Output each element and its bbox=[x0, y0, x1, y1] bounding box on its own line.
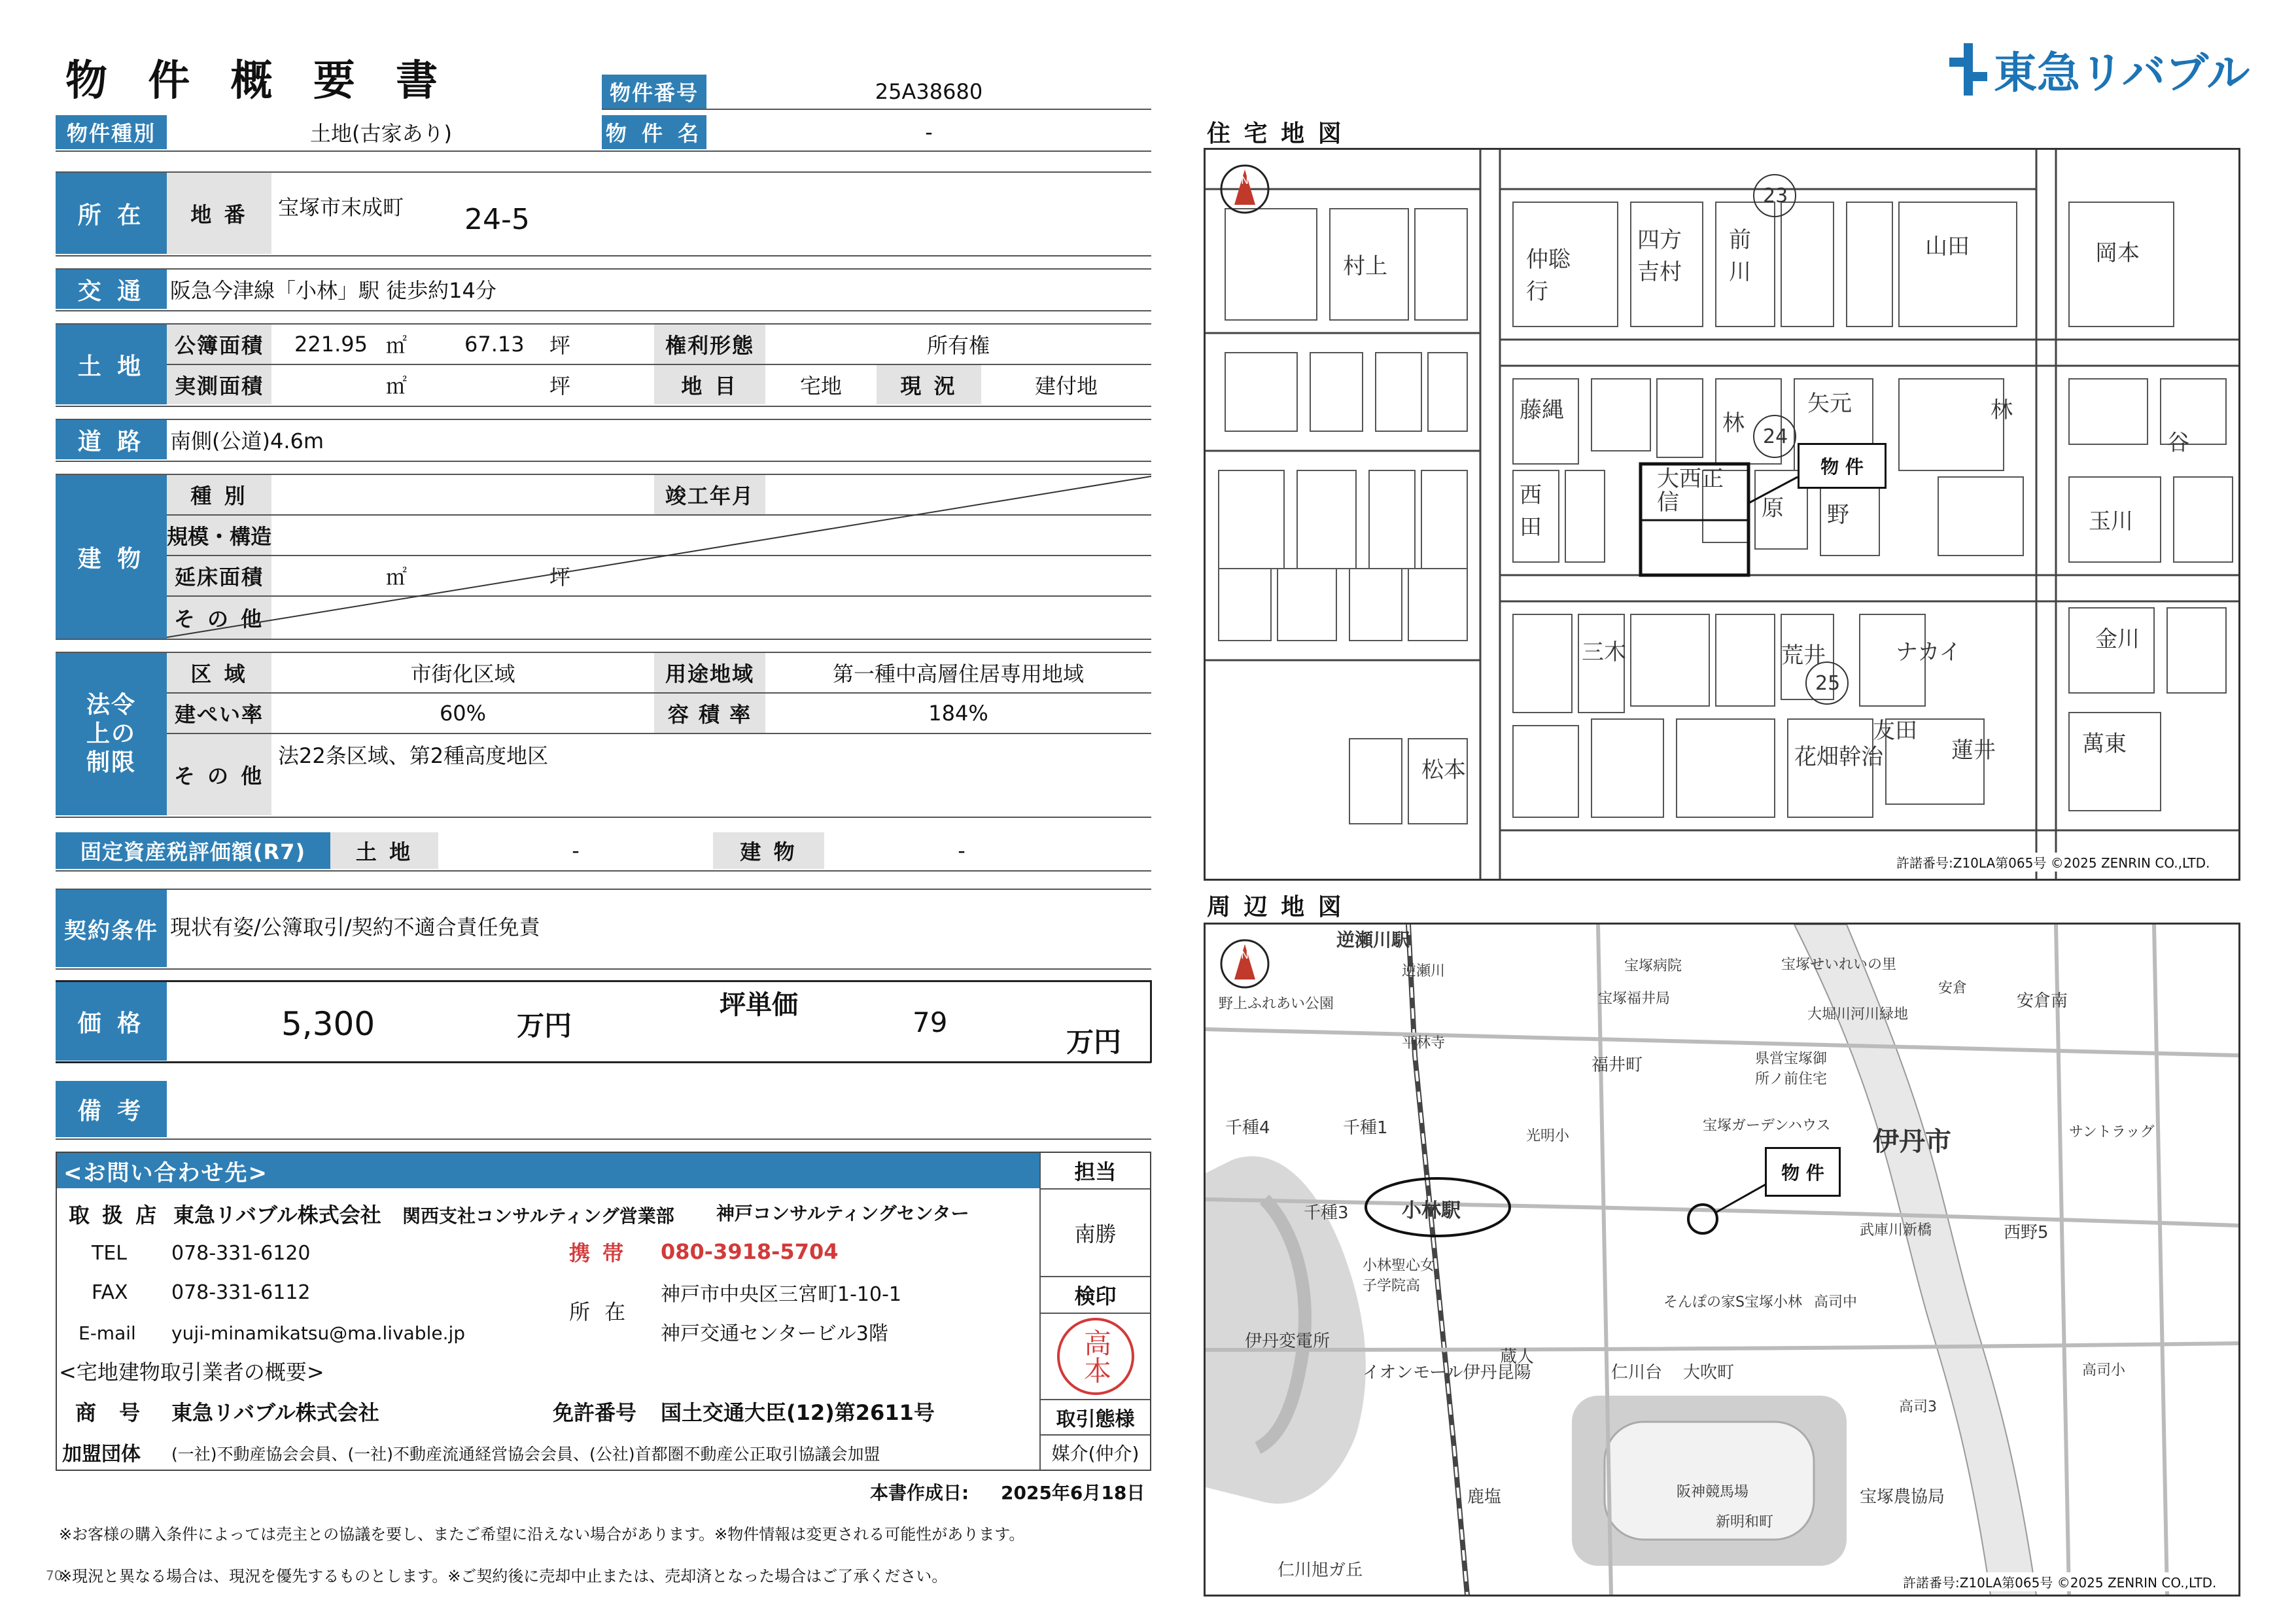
use-district-label: 用途地域 bbox=[654, 653, 765, 692]
tax-building-label: 建 物 bbox=[713, 832, 824, 869]
branch-name: 関西支社コンサルティング営業部 bbox=[402, 1205, 674, 1227]
area-label: サントラッグ bbox=[2069, 1124, 2155, 1140]
address-label: 所 在 bbox=[569, 1299, 630, 1324]
svg-text:N: N bbox=[1241, 174, 1249, 186]
void-diagonal-line bbox=[167, 475, 1151, 639]
area-label: 鹿塩 bbox=[1467, 1487, 1502, 1507]
floor-m2-unit: ㎡ bbox=[386, 565, 408, 590]
email-label: E-mail bbox=[78, 1322, 136, 1344]
area-label: 野上ふれあい公園 bbox=[1219, 996, 1334, 1012]
house-label: 野 bbox=[1827, 502, 1849, 528]
use-district-value: 第一種中高層住居専用地域 bbox=[832, 662, 1084, 686]
registry-area-tsubo: 67.13 bbox=[464, 332, 525, 357]
rights-value: 所有権 bbox=[926, 333, 990, 358]
area-label: 千種1 bbox=[1343, 1118, 1388, 1138]
area-label: 新明和町 bbox=[1716, 1514, 1774, 1530]
tax-land-label: 土 地 bbox=[330, 832, 438, 869]
area-property-marker bbox=[1765, 1147, 1841, 1197]
area-map-credit: 許諾番号:Z10LA第065号 ©2025 ZENRIN CO.,LTD. bbox=[1899, 1572, 2220, 1591]
contract-value: 現状有姿/公簿取引/契約不適合責任免責 bbox=[170, 915, 540, 940]
svg-text:24: 24 bbox=[1763, 425, 1788, 448]
house-label: 原 bbox=[1762, 495, 1784, 521]
scale-label: 規模・構造 bbox=[167, 516, 271, 555]
status-label: 現 況 bbox=[877, 365, 981, 404]
area-label: 高司小 bbox=[2082, 1362, 2126, 1379]
house-label: 三木 bbox=[1582, 639, 1626, 665]
seal-label: 検印 bbox=[1074, 1284, 1117, 1309]
contract-label: 契約条件 bbox=[56, 890, 167, 967]
company-name: 東急リバブル株式会社 bbox=[173, 1203, 381, 1227]
registry-area-m2: 221.95 bbox=[294, 332, 368, 357]
house-label: 矢元 bbox=[1807, 391, 1852, 417]
area-label: 小林駅 bbox=[1402, 1199, 1461, 1222]
date-label: 本書作成日: bbox=[870, 1482, 969, 1504]
svg-text:N: N bbox=[1241, 949, 1249, 961]
address-line1: 神戸市中央区三宮町1-10-1 bbox=[661, 1283, 901, 1306]
area-label: 大吹町 bbox=[1683, 1363, 1735, 1383]
house-label: 林 bbox=[1722, 410, 1745, 436]
tsubo-price-label: 坪単価 bbox=[720, 989, 798, 1020]
building-other-label: そ の 他 bbox=[167, 597, 271, 639]
area-label: 阪神競馬場 bbox=[1677, 1484, 1749, 1500]
building-label: 建 物 bbox=[56, 475, 167, 639]
contact-title: <お問い合わせ先> bbox=[57, 1153, 1039, 1188]
svg-text:23: 23 bbox=[1763, 185, 1788, 207]
address-line2: 神戸交通センタービル3階 bbox=[661, 1322, 888, 1345]
house-label: 谷 bbox=[2167, 430, 2189, 456]
legal-label bbox=[56, 653, 167, 815]
actual-tsubo-unit: 坪 bbox=[549, 374, 571, 398]
house-property-marker bbox=[1798, 443, 1887, 489]
tsubo-price-value: 79 bbox=[913, 1006, 948, 1038]
house-label: 萬東 bbox=[2082, 731, 2127, 757]
registry-area-label: 公簿面積 bbox=[167, 325, 271, 364]
area-label: 仁川台 bbox=[1611, 1363, 1663, 1383]
property-name-value: - bbox=[925, 120, 933, 145]
transport-value: 阪急今津線「小林」駅 徒歩約14分 bbox=[170, 278, 496, 303]
location-label: 所 在 bbox=[56, 173, 167, 254]
house-label: 藤縄 bbox=[1520, 397, 1564, 423]
house-label: 蓮井 bbox=[1951, 737, 1996, 764]
area-label: 安倉 bbox=[1938, 980, 1968, 997]
area-label: 逆瀬川駅 bbox=[1336, 929, 1410, 951]
area-map[interactable] bbox=[1204, 923, 2240, 1597]
tax-label: 固定資産税評価額(R7) bbox=[56, 832, 330, 869]
house-map-credit: 許諾番号:Z10LA第065号 ©2025 ZENRIN CO.,LTD. bbox=[1892, 853, 2214, 872]
deal-type-value: 媒介(仲介) bbox=[1051, 1443, 1139, 1464]
mobile-value: 080-3918-5704 bbox=[661, 1239, 839, 1264]
road-value: 南側(公道)4.6m bbox=[170, 429, 324, 453]
coverage-value: 60% bbox=[439, 701, 487, 726]
building-kind-label: 種 別 bbox=[167, 475, 271, 514]
area-map-labels bbox=[1206, 925, 2239, 1595]
floor-tsubo-unit: 坪 bbox=[549, 565, 571, 590]
license-label: 免許番号 bbox=[553, 1400, 637, 1425]
company-logo bbox=[1949, 38, 2250, 100]
area-label: 武庫川新橋 bbox=[1860, 1222, 1932, 1239]
tel-value: 078-331-6120 bbox=[171, 1241, 311, 1265]
remarks-label: 備 考 bbox=[56, 1081, 167, 1137]
area-label: 宝塚農協局 bbox=[1860, 1487, 1945, 1507]
category-label: 地 目 bbox=[654, 365, 765, 404]
handler-label: 取 扱 店 bbox=[69, 1203, 160, 1227]
approval-seal bbox=[1057, 1318, 1134, 1395]
area-label: そんぽの家S宝塚小林 bbox=[1663, 1294, 1802, 1311]
actual-m2-unit: ㎡ bbox=[386, 374, 408, 398]
area-label: 千種4 bbox=[1225, 1118, 1270, 1138]
house-map[interactable] bbox=[1204, 148, 2240, 881]
house-label: 玉川 bbox=[2089, 508, 2133, 535]
tel-label: TEL bbox=[92, 1241, 127, 1265]
house-label: 西田 bbox=[1520, 482, 1542, 540]
area-label: 安倉南 bbox=[2017, 991, 2068, 1011]
area-label: 伊丹変電所 bbox=[1245, 1332, 1331, 1351]
area-label: 宝塚福井局 bbox=[1598, 991, 1671, 1007]
zone-value: 市街化区域 bbox=[410, 662, 515, 686]
note-1: ※お客様の購入条件によっては売主との協議を要し、またご希望に沿えない場合があります。※物件情報は変更される可能性があります。 bbox=[59, 1525, 1025, 1544]
lot-label: 地 番 bbox=[167, 173, 271, 254]
legal-label-text: 法令上の制限 bbox=[86, 692, 136, 776]
price-value: 5,300 bbox=[281, 1005, 375, 1043]
area-map-title: 周 辺 地 図 bbox=[1207, 893, 1344, 921]
address-value: 宝塚市末成町 bbox=[278, 195, 404, 220]
transport-label: 交 通 bbox=[56, 270, 167, 309]
tax-land-value: - bbox=[572, 838, 580, 863]
area-label: 大堀川河川緑地 bbox=[1807, 1006, 1909, 1023]
property-type-label: 物件種別 bbox=[56, 115, 167, 149]
trade-name-label: 商 号 bbox=[75, 1400, 148, 1425]
agent-heading: <宅地建物取引業者の概要> bbox=[59, 1360, 324, 1385]
house-label: 林 bbox=[1991, 397, 2013, 423]
area-label: 仁川旭ガ丘 bbox=[1278, 1561, 1363, 1580]
category-value: 宅地 bbox=[799, 374, 842, 398]
area-label: 平林寺 bbox=[1402, 1035, 1446, 1051]
seal-text: 高本 bbox=[1080, 1329, 1112, 1384]
logo-mark-icon bbox=[1949, 43, 1987, 96]
property-name-label: 物 件 名 bbox=[602, 115, 706, 149]
far-value: 184% bbox=[928, 701, 988, 726]
status-value: 建付地 bbox=[1034, 374, 1098, 398]
fax-value: 078-331-6112 bbox=[171, 1280, 311, 1304]
legal-other-label: そ の 他 bbox=[167, 734, 271, 815]
area-label: 高司3 bbox=[1899, 1399, 1937, 1415]
tax-building-value: - bbox=[958, 838, 965, 863]
area-label: 小林聖心女子学院高 bbox=[1363, 1258, 1435, 1294]
property-no-value: 25A38680 bbox=[875, 79, 983, 104]
area-label: イオンモール伊丹昆陽 bbox=[1363, 1363, 1531, 1383]
area-label: 逆瀬川 bbox=[1402, 963, 1446, 980]
house-label: 友田 bbox=[1873, 718, 1917, 744]
house-label: 山田 bbox=[1925, 234, 1970, 260]
house-label: 仲聡行 bbox=[1526, 247, 1571, 305]
actual-area-label: 実測面積 bbox=[167, 365, 271, 404]
lot-number: 24-5 bbox=[464, 202, 530, 236]
area-label: 光明小 bbox=[1526, 1128, 1570, 1144]
page-title: 物 件 概 要 書 bbox=[65, 57, 451, 105]
zone-label: 区 域 bbox=[167, 653, 271, 692]
center-name: 神戸コンサルティングセンター bbox=[716, 1203, 969, 1224]
tsubo-unit: 坪 bbox=[549, 333, 571, 358]
note-2: ※現況と異なる場合は、現況を優先するものとします。※ご契約後に売却中止または、売却済となった場合はご了承ください。 bbox=[59, 1566, 948, 1585]
price-unit: 万円 bbox=[517, 1010, 572, 1042]
far-label: 容 積 率 bbox=[654, 694, 765, 733]
member-label: 加盟団体 bbox=[62, 1443, 141, 1466]
house-label: 前川 bbox=[1729, 227, 1751, 285]
area-label: 千種3 bbox=[1304, 1203, 1349, 1223]
house-label: 花畑幹治 bbox=[1794, 744, 1883, 770]
svg-text:25: 25 bbox=[1815, 672, 1841, 695]
area-label: 福井町 bbox=[1592, 1055, 1643, 1075]
area-label: 西野5 bbox=[2004, 1223, 2049, 1243]
fax-label: FAX bbox=[92, 1280, 128, 1304]
house-label: 村上 bbox=[1343, 253, 1387, 279]
house-label: 大西正信 bbox=[1657, 466, 1724, 516]
deal-type-label: 取引態様 bbox=[1056, 1408, 1135, 1431]
trade-name-value: 東急リバブル株式会社 bbox=[171, 1400, 379, 1425]
house-property-marker-text: 物 件 bbox=[1820, 456, 1864, 478]
house-label: 松本 bbox=[1421, 757, 1466, 783]
house-label: 四方吉村 bbox=[1637, 227, 1682, 285]
area-label: 蔵人 bbox=[1500, 1347, 1535, 1367]
tanto-label: 担当 bbox=[1074, 1159, 1117, 1184]
tsubo-price-unit: 万円 bbox=[1066, 1026, 1122, 1058]
logo-text: 東急リバブル bbox=[1994, 48, 2250, 98]
house-map-labels bbox=[1206, 150, 2239, 879]
area-label: 宝塚せいれいの里 bbox=[1781, 957, 1897, 973]
coverage-label: 建ぺい率 bbox=[167, 694, 271, 733]
area-label: 高司中 bbox=[1814, 1294, 1858, 1311]
completion-label: 竣工年月 bbox=[654, 475, 765, 514]
area-label: 県営宝塚御所ノ前住宅 bbox=[1755, 1051, 1828, 1087]
mobile-label: 携 帯 bbox=[569, 1241, 627, 1265]
property-type-value: 土地(古家あり) bbox=[310, 121, 452, 146]
date-value: 2025年6月18日 bbox=[1001, 1482, 1145, 1504]
house-label: 金川 bbox=[2095, 626, 2140, 652]
house-map-title: 住 宅 地 図 bbox=[1207, 120, 1344, 147]
tanto-name: 南勝 bbox=[1074, 1222, 1117, 1246]
page-code: 70 bbox=[46, 1568, 63, 1583]
m2-unit: ㎡ bbox=[386, 333, 408, 358]
area-label: 宝塚ガーデンハウス bbox=[1703, 1118, 1831, 1134]
area-label: 伊丹市 bbox=[1873, 1127, 1951, 1157]
house-label: ナカイ bbox=[1896, 639, 1962, 665]
house-label: 荒井 bbox=[1781, 643, 1826, 669]
area-property-marker-text: 物 件 bbox=[1781, 1162, 1824, 1184]
price-label: 価 格 bbox=[56, 982, 167, 1061]
license-value: 国土交通大臣(12)第2611号 bbox=[661, 1400, 935, 1425]
legal-other-value: 法22条区域、第2種高度地区 bbox=[278, 743, 549, 768]
member-value: (一社)不動産協会会員、(一社)不動産流通経営協会会員、(公社)首都圏不動産公正取引協議会加盟 bbox=[171, 1445, 880, 1464]
rights-label: 権利形態 bbox=[654, 325, 765, 364]
road-label: 道 路 bbox=[56, 420, 167, 459]
area-label: 宝塚病院 bbox=[1624, 958, 1682, 974]
email-link[interactable]: yuji-minamikatsu@ma.livable.jp bbox=[171, 1322, 466, 1344]
house-label: 岡本 bbox=[2095, 240, 2140, 266]
floor-area-label: 延床面積 bbox=[167, 556, 271, 595]
property-no-label: 物件番号 bbox=[602, 75, 706, 109]
land-label: 土 地 bbox=[56, 325, 167, 404]
